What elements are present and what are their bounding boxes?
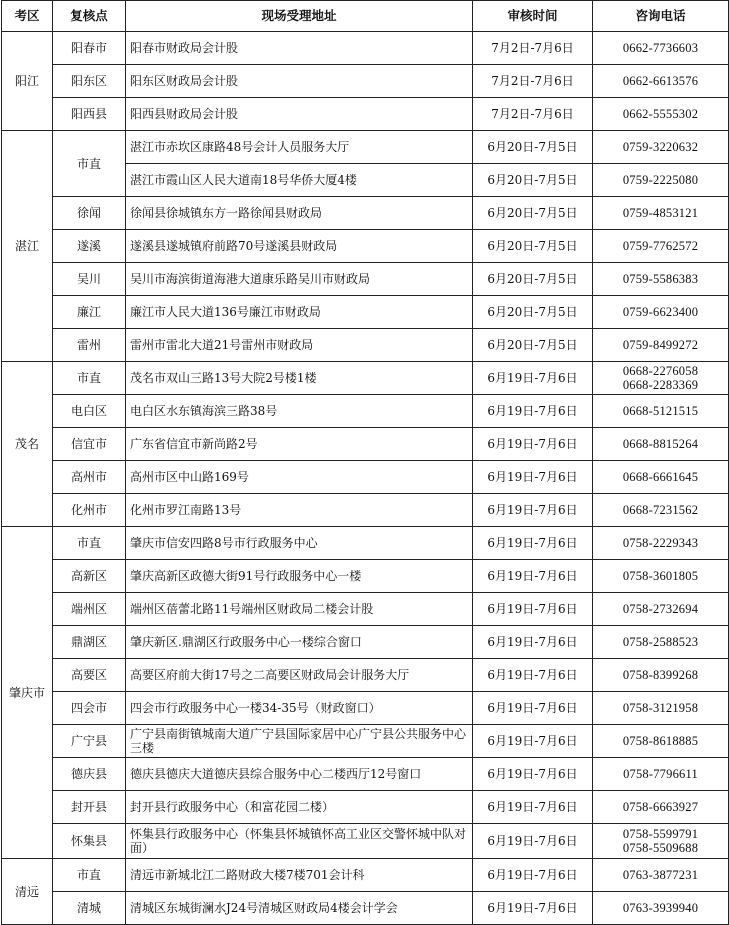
review-time-cell: 6月19日-7月6日 (473, 362, 593, 395)
phone-cell (593, 395, 729, 428)
phone-number: 0668-6661645 (622, 470, 699, 484)
review-time-cell: 6月19日-7月6日 (473, 593, 593, 626)
review-time-cell: 7月2日-7月6日 (473, 98, 593, 131)
review-point-cell: 阳东区 (53, 65, 126, 98)
header-address: 现场受理地址 (126, 1, 473, 32)
review-point-cell: 市直 (53, 527, 126, 560)
table-row (2, 197, 729, 230)
table-row (2, 725, 729, 758)
review-time-cell: 6月20日-7月5日 (473, 230, 593, 263)
review-time-cell: 6月19日-7月6日 (473, 758, 593, 791)
review-point-cell: 市直 (53, 362, 126, 395)
table-row (2, 230, 729, 263)
address-cell: 肇庆新区.鼎湖区行政服务中心一楼综合窗口 (126, 626, 473, 659)
phone-number: 0758-8399268 (622, 668, 699, 682)
table-row (2, 329, 729, 362)
address-cell: 雷州市雷北大道21号雷州市财政局 (126, 329, 473, 362)
table-row (2, 859, 729, 892)
review-point-cell: 雷州 (53, 329, 126, 362)
phone-number: 0662-7736603 (622, 41, 699, 55)
phone-cell (593, 131, 729, 164)
review-time-cell: 6月19日-7月6日 (473, 791, 593, 824)
phone-cell (593, 626, 729, 659)
area-cell: 清远 (2, 859, 53, 925)
phone-number: 0662-5555302 (622, 107, 699, 121)
address-cell: 端州区蓓蕾北路11号端州区财政局二楼会计股 (126, 593, 473, 626)
review-point-cell: 市直 (53, 131, 126, 197)
table-row (2, 824, 729, 859)
review-point-cell: 遂溪 (53, 230, 126, 263)
phone-cell (593, 494, 729, 527)
phone-number: 0759-4853121 (622, 206, 699, 220)
phone-number: 0758-6663927 (622, 800, 699, 814)
phone-cell (593, 428, 729, 461)
address-cell: 怀集县行政服务中心（怀集县怀城镇怀高工业区交警怀城中队对面） (126, 824, 473, 859)
area-cell: 肇庆市 (2, 527, 53, 859)
phone-number: 0758-3121958 (622, 701, 699, 715)
address-cell: 湛江市霞山区人民大道南18号华侨大厦4楼 (126, 164, 473, 197)
table-row (2, 758, 729, 791)
review-time-cell: 6月20日-7月5日 (473, 131, 593, 164)
table-row (2, 527, 729, 560)
review-time-cell: 7月2日-7月6日 (473, 32, 593, 65)
review-point-cell: 市直 (53, 859, 126, 892)
phone-cell (593, 659, 729, 692)
address-cell: 四会市行政服务中心一楼34-35号（财政窗口） (126, 692, 473, 725)
address-cell: 高要区府前大街17号之二高要区财政局会计服务大厅 (126, 659, 473, 692)
header-phone: 咨询电话 (593, 1, 729, 32)
address-cell: 广宁县南街镇城南大道广宁县国际家居中心广宁县公共服务中心三楼 (126, 725, 473, 758)
review-point-cell: 吴川 (53, 263, 126, 296)
phone-cell (593, 593, 729, 626)
address-cell: 吴川市海滨街道海港大道康乐路吴川市财政局 (126, 263, 473, 296)
header-review-time: 审核时间 (473, 1, 593, 32)
phone-number: 0758-8618885 (622, 734, 699, 748)
header-review-point: 复核点 (53, 1, 126, 32)
review-point-cell: 四会市 (53, 692, 126, 725)
review-point-cell: 端州区 (53, 593, 126, 626)
address-cell: 清远市新城北江二路财政大楼7楼701会计科 (126, 859, 473, 892)
review-point-cell: 阳春市 (53, 32, 126, 65)
phone-number: 0758-5599791 (622, 827, 699, 841)
phone-cell (593, 892, 729, 925)
address-cell: 德庆县德庆大道德庆县综合服务中心二楼西厅12号窗口 (126, 758, 473, 791)
phone-number: 0668-5121515 (622, 404, 699, 418)
phone-cell (593, 296, 729, 329)
review-point-cell: 高新区 (53, 560, 126, 593)
table-row (2, 131, 729, 164)
table-body (2, 32, 729, 925)
phone-number: 0763-3877231 (622, 868, 699, 882)
review-time-cell: 6月19日-7月6日 (473, 626, 593, 659)
phone-number: 0758-2588523 (622, 635, 699, 649)
phone-number: 0668-2283369 (622, 378, 699, 392)
review-time-cell: 6月19日-7月6日 (473, 461, 593, 494)
phone-cell (593, 164, 729, 197)
phone-cell (593, 692, 729, 725)
phone-cell (593, 527, 729, 560)
phone-number: 0758-3601805 (622, 569, 699, 583)
address-cell: 化州市罗江南路13号 (126, 494, 473, 527)
phone-number: 0758-7796611 (623, 767, 698, 781)
review-point-cell: 高要区 (53, 659, 126, 692)
header-area: 考区 (2, 1, 53, 32)
phone-cell (593, 98, 729, 131)
phone-number: 0759-3220632 (622, 140, 699, 154)
table-row (2, 461, 729, 494)
review-point-cell: 电白区 (53, 395, 126, 428)
address-cell: 清城区东城街澜水J24号清城区财政局4楼会计学会 (126, 892, 473, 925)
phone-cell (593, 560, 729, 593)
review-time-cell: 6月19日-7月6日 (473, 527, 593, 560)
review-time-cell: 7月2日-7月6日 (473, 65, 593, 98)
review-time-cell: 6月19日-7月6日 (473, 494, 593, 527)
review-point-cell: 阳西县 (53, 98, 126, 131)
review-sites-table (1, 0, 729, 925)
review-time-cell: 6月19日-7月6日 (473, 892, 593, 925)
table-row (2, 395, 729, 428)
table-row (2, 692, 729, 725)
review-time-cell: 6月20日-7月5日 (473, 329, 593, 362)
phone-number: 0668-7231562 (622, 503, 699, 517)
phone-number: 0662-6613576 (622, 74, 699, 88)
phone-cell (593, 230, 729, 263)
review-time-cell: 6月20日-7月5日 (473, 263, 593, 296)
phone-number: 0668-8815264 (622, 437, 699, 451)
table-row (2, 659, 729, 692)
review-time-cell: 6月20日-7月5日 (473, 296, 593, 329)
address-cell: 电白区水东镇海滨三路38号 (126, 395, 473, 428)
table-row (2, 494, 729, 527)
review-time-cell: 6月19日-7月6日 (473, 560, 593, 593)
address-cell: 肇庆高新区政德大街91号行政服务中心一楼 (126, 560, 473, 593)
table-row (2, 65, 729, 98)
table-row (2, 892, 729, 925)
review-time-cell: 6月20日-7月5日 (473, 197, 593, 230)
review-point-cell: 广宁县 (53, 725, 126, 758)
address-cell: 封开县行政服务中心（和富花园二楼） (126, 791, 473, 824)
table-header-row (2, 1, 729, 32)
address-cell: 茂名市双山三路13号大院2号楼1楼 (126, 362, 473, 395)
phone-number: 0759-2225080 (622, 173, 699, 187)
phone-number: 0759-6623400 (622, 305, 699, 319)
phone-cell (593, 362, 729, 395)
phone-number: 0668-2276058 (622, 364, 699, 378)
phone-number: 0763-3939940 (622, 901, 699, 915)
phone-cell (593, 859, 729, 892)
table-row (2, 593, 729, 626)
phone-number: 0759-7762572 (622, 239, 699, 253)
address-cell: 遂溪县遂城镇府前路70号遂溪县财政局 (126, 230, 473, 263)
table-row (2, 263, 729, 296)
table-row (2, 98, 729, 131)
review-point-cell: 德庆县 (53, 758, 126, 791)
review-time-cell: 6月20日-7月5日 (473, 164, 593, 197)
review-point-cell: 高州市 (53, 461, 126, 494)
phone-cell (593, 65, 729, 98)
table-row (2, 560, 729, 593)
review-time-cell: 6月19日-7月6日 (473, 659, 593, 692)
address-cell: 阳春市财政局会计股 (126, 32, 473, 65)
phone-number: 0758-2732694 (622, 602, 699, 616)
phone-cell (593, 824, 729, 859)
review-time-cell: 6月19日-7月6日 (473, 428, 593, 461)
area-cell: 阳江 (2, 32, 53, 131)
phone-cell (593, 758, 729, 791)
address-cell: 高州市区中山路169号 (126, 461, 473, 494)
address-cell: 肇庆市信安四路8号市行政服务中心 (126, 527, 473, 560)
phone-number: 0759-5586383 (622, 272, 699, 286)
phone-number: 0758-2229343 (622, 536, 699, 550)
phone-cell (593, 791, 729, 824)
review-time-cell: 6月19日-7月6日 (473, 395, 593, 428)
phone-cell (593, 197, 729, 230)
phone-cell (593, 329, 729, 362)
phone-cell (593, 32, 729, 65)
phone-number: 0758-5509688 (622, 841, 699, 855)
review-point-cell: 廉江 (53, 296, 126, 329)
address-cell: 阳西县财政局会计股 (126, 98, 473, 131)
review-point-cell: 封开县 (53, 791, 126, 824)
address-cell: 阳东区财政局会计股 (126, 65, 473, 98)
table-row (2, 626, 729, 659)
table-row (2, 791, 729, 824)
review-point-cell: 清城 (53, 892, 126, 925)
address-cell: 廉江市人民大道136号廉江市财政局 (126, 296, 473, 329)
review-point-cell: 化州市 (53, 494, 126, 527)
review-time-cell: 6月19日-7月6日 (473, 725, 593, 758)
review-time-cell: 6月19日-7月6日 (473, 692, 593, 725)
review-time-cell: 6月19日-7月6日 (473, 824, 593, 859)
address-cell: 湛江市赤坎区康路48号会计人员服务大厅 (126, 131, 473, 164)
address-cell: 广东省信宜市新尚路2号 (126, 428, 473, 461)
address-cell: 徐闻县徐城镇东方一路徐闻县财政局 (126, 197, 473, 230)
phone-number: 0759-8499272 (622, 338, 699, 352)
review-point-cell: 鼎湖区 (53, 626, 126, 659)
review-point-cell: 徐闻 (53, 197, 126, 230)
phone-cell (593, 263, 729, 296)
phone-cell (593, 725, 729, 758)
area-cell: 茂名 (2, 362, 53, 527)
table-row (2, 428, 729, 461)
area-cell: 湛江 (2, 131, 53, 362)
phone-cell (593, 461, 729, 494)
table-row (2, 362, 729, 395)
table-row (2, 296, 729, 329)
review-time-cell: 6月19日-7月6日 (473, 859, 593, 892)
review-point-cell: 信宜市 (53, 428, 126, 461)
table-row (2, 32, 729, 65)
review-point-cell: 怀集县 (53, 824, 126, 859)
